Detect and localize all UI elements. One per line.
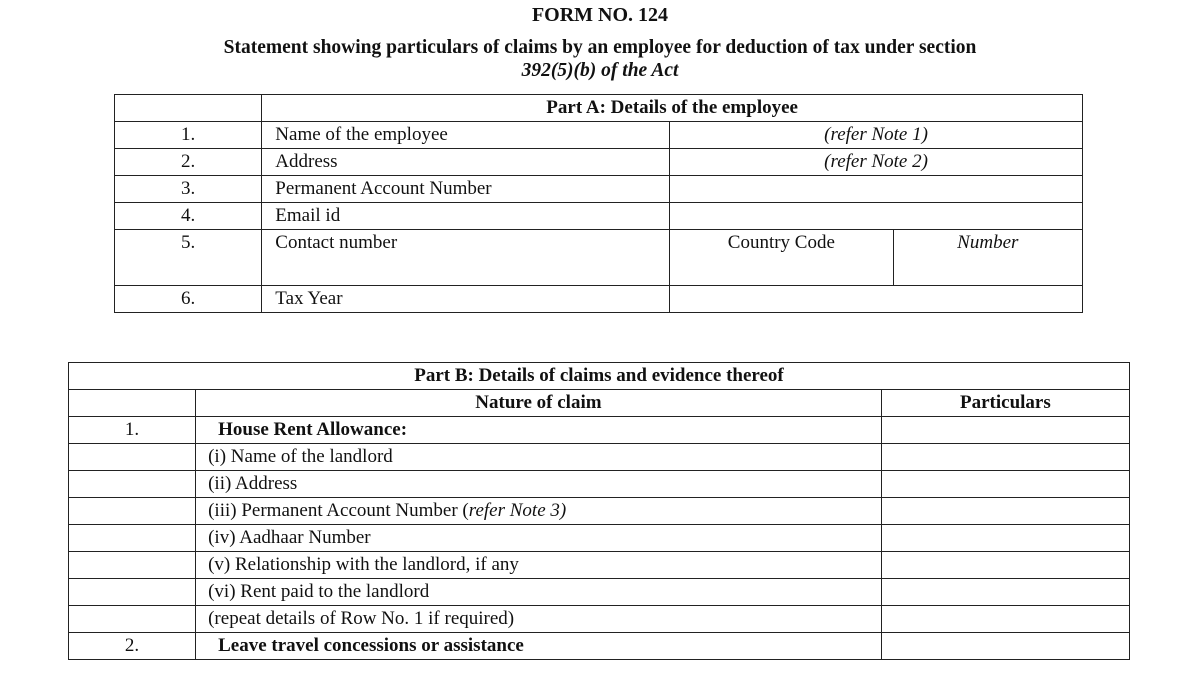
form-subtitle — [0, 36, 1200, 82]
row-number-blank — [69, 606, 196, 633]
table-row — [115, 122, 1083, 149]
table-row — [69, 552, 1130, 579]
pan-field[interactable] — [670, 176, 1083, 203]
row-number-blank — [69, 471, 196, 498]
particulars-cell[interactable] — [881, 633, 1129, 660]
repeat-note: (repeat details of Row No. 1 if required) — [196, 606, 882, 633]
table-row — [69, 417, 1130, 444]
part-b-column-header-row — [69, 390, 1130, 417]
column-header-nature: Nature of claim — [196, 390, 882, 417]
hra-item-pan-label: (iii) Permanent Account Number ( — [208, 500, 469, 521]
address-field[interactable]: (refer Note 2) — [670, 149, 1083, 176]
hra-item-pan-note: refer Note 3) — [468, 500, 567, 521]
hra-item: (i) Name of the landlord — [196, 444, 882, 471]
row-number: 1. — [69, 417, 196, 444]
tax-year-field[interactable] — [670, 286, 1083, 313]
hra-item: (ii) Address — [196, 471, 882, 498]
row-label: Email id — [262, 203, 670, 230]
table-row — [115, 286, 1083, 313]
row-number: 4. — [115, 203, 262, 230]
part-a-table — [114, 94, 1083, 313]
row-number-blank — [69, 498, 196, 525]
table-row — [69, 525, 1130, 552]
part-b-table — [68, 362, 1130, 660]
hra-item: (iv) Aadhaar Number — [196, 525, 882, 552]
particulars-cell[interactable] — [881, 552, 1129, 579]
hra-item — [196, 498, 882, 525]
form-title: FORM NO. 124 — [531, 4, 669, 26]
particulars-cell[interactable] — [881, 579, 1129, 606]
row-label: Name of the employee — [262, 122, 670, 149]
row-number: 6. — [115, 286, 262, 313]
row-number-blank — [69, 579, 196, 606]
particulars-cell[interactable] — [881, 444, 1129, 471]
row-label: Address — [262, 149, 670, 176]
row-number: 5. — [115, 230, 262, 286]
table-row — [115, 230, 1083, 286]
country-code-field[interactable]: Country Code — [670, 230, 893, 286]
hra-title: House Rent Allowance: — [196, 417, 882, 444]
table-row — [115, 203, 1083, 230]
table-row — [69, 471, 1130, 498]
table-row — [69, 633, 1130, 660]
row-label: Tax Year — [262, 286, 670, 313]
row-number: 3. — [115, 176, 262, 203]
table-row — [69, 606, 1130, 633]
part-a-header-blank — [115, 95, 262, 122]
part-b-heading: Part B: Details of claims and evidence thereof — [69, 363, 1130, 390]
email-field[interactable] — [670, 203, 1083, 230]
table-row — [69, 444, 1130, 471]
particulars-cell[interactable] — [881, 417, 1129, 444]
ltc-title: Leave travel concessions or assistance — [196, 633, 882, 660]
row-label: Contact number — [262, 230, 670, 286]
contact-number-field[interactable]: Number — [893, 230, 1082, 286]
row-label: Permanent Account Number — [262, 176, 670, 203]
subtitle-line-1: Statement showing particulars of claims by an employee for deduction of tax under section — [223, 37, 977, 58]
part-a-heading: Part A: Details of the employee — [262, 95, 1083, 122]
table-row — [115, 176, 1083, 203]
row-number-blank — [69, 552, 196, 579]
column-header-particulars: Particulars — [881, 390, 1129, 417]
column-header-blank — [69, 390, 196, 417]
table-row — [115, 149, 1083, 176]
subtitle-line-2: 392(5)(b) of the Act — [521, 60, 679, 81]
part-b-heading-row — [69, 363, 1130, 390]
table-row — [69, 498, 1130, 525]
employee-name-field[interactable]: (refer Note 1) — [670, 122, 1083, 149]
particulars-cell[interactable] — [881, 525, 1129, 552]
row-number-blank — [69, 444, 196, 471]
particulars-cell[interactable] — [881, 606, 1129, 633]
part-a-header-row — [115, 95, 1083, 122]
hra-item: (vi) Rent paid to the landlord — [196, 579, 882, 606]
row-number: 2. — [69, 633, 196, 660]
row-number-blank — [69, 525, 196, 552]
row-number: 1. — [115, 122, 262, 149]
particulars-cell[interactable] — [881, 471, 1129, 498]
table-row — [69, 579, 1130, 606]
hra-item: (v) Relationship with the landlord, if any — [196, 552, 882, 579]
particulars-cell[interactable] — [881, 498, 1129, 525]
row-number: 2. — [115, 149, 262, 176]
